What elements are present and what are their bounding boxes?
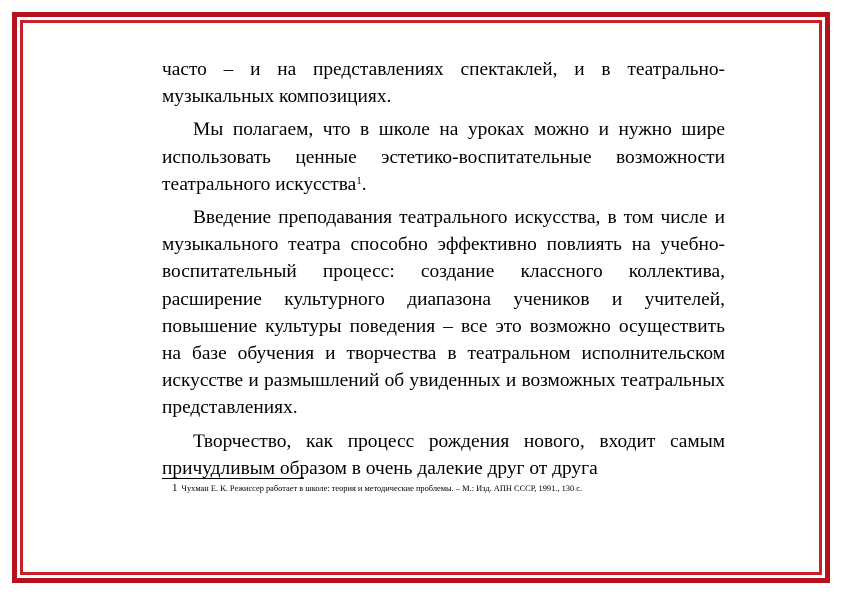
footnote [172,483,732,494]
paragraph-end-punctuation: . [361,173,367,195]
paragraph-theatre-arts [162,116,725,198]
footnote-text: Чухман Е. К. Режиссер работает в школе: теория и методические проблемы. – М.: Изд. АПН СССР, 1991., 130 с. [181,484,583,493]
paragraph-creativity: Творчество, как процесс рождения нового, входит самым причудливым образом в очень далекие друг от друга [162,430,725,479]
text-body [162,56,725,482]
paragraph-text: Мы полагаем, что в школе на уроках можно и нужно шире использовать ценные эстетико-воспитательные возможности театрального искусства [162,119,725,195]
footnote-separator [162,478,304,479]
footnote-mark: 1 [172,482,178,494]
paragraph-teaching-introduction: Введение преподавания театрального искусства, в том числе и музыкального театра способно эффективно повлиять на учебно-воспитательный процесс: создание классного коллектива, расширение культурного диапазона учеников и учителей, повышение культуры поведения – все это возможно осуществить на базе обучения и творчества в театральном исполнительском искусстве и размышлений об увиденных и возможных театральных представлениях. [162,207,725,419]
paragraph-continued: часто – и на представлениях спектаклей, и в театрально-музыкальных композициях. [162,59,725,108]
footnote-reference[interactable]: 1 [356,174,362,187]
